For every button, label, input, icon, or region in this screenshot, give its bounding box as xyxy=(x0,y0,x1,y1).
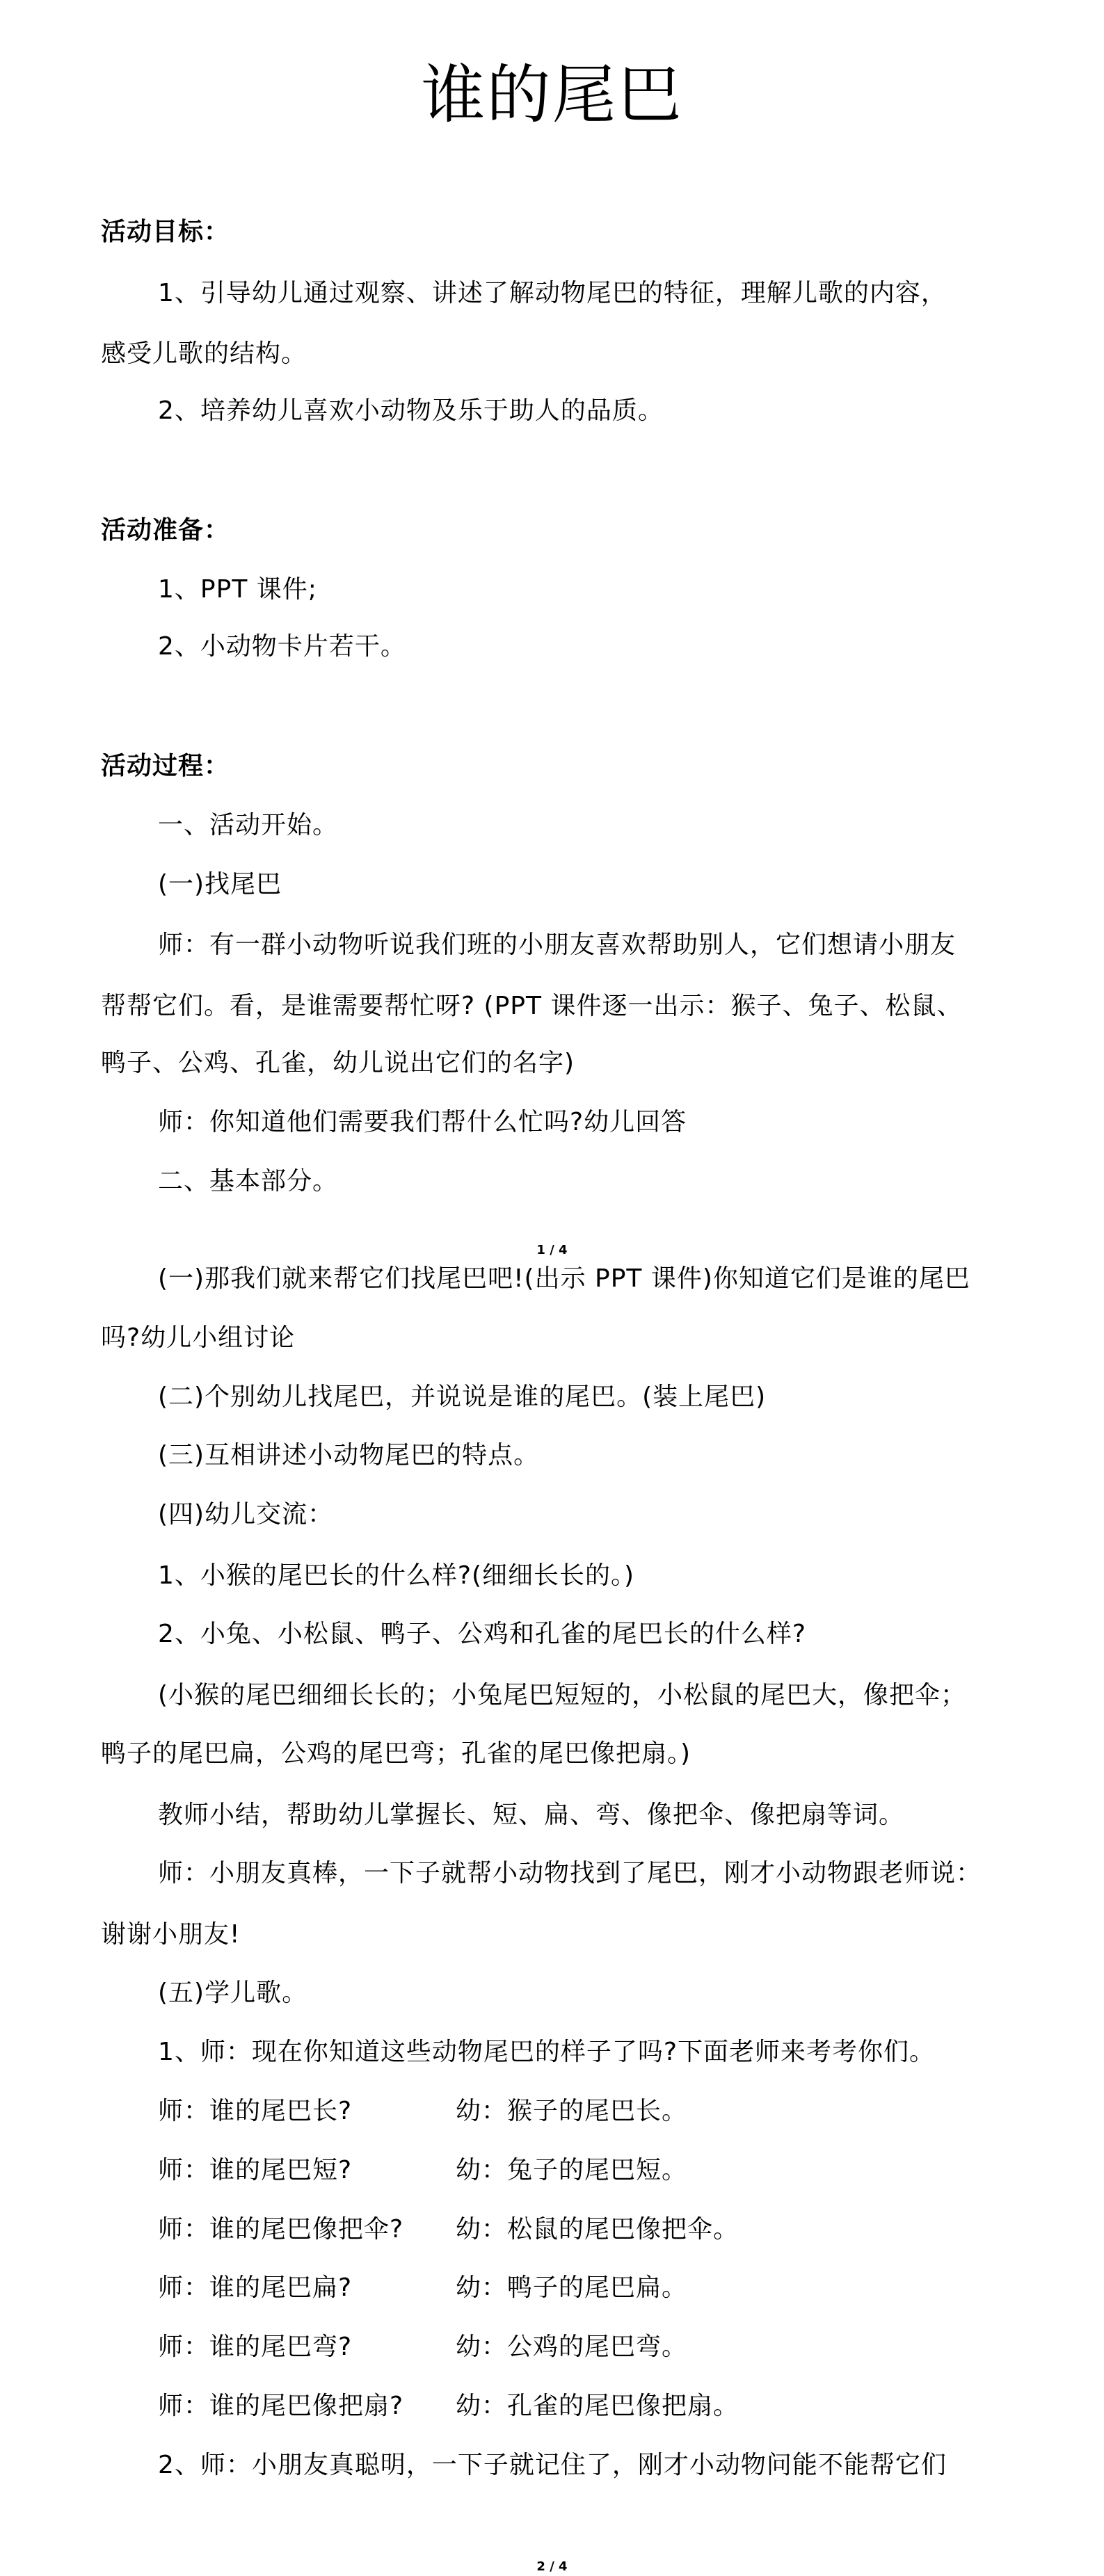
process-sub-1: (一)找尾巴 xyxy=(158,870,282,899)
paragraph: 教师小结，帮助幼儿掌握长、短、扁、弯、像把伞、像把扇等词。 xyxy=(158,1801,905,1829)
paragraph-cont: 鸭子、公鸡、孔雀，幼儿说出它们的名字) xyxy=(101,1049,575,1077)
qa-question: 师：谁的尾巴像把扇? xyxy=(158,2392,404,2420)
paragraph: (三)互相讲述小动物尾巴的特点。 xyxy=(158,1441,540,1470)
qa-question: 师：谁的尾巴短? xyxy=(158,2156,353,2184)
qa-answer: 幼：孔雀的尾巴像把扇。 xyxy=(456,2392,739,2420)
prep-item-1: 1、PPT 课件; xyxy=(158,575,317,604)
paragraph: (四)幼儿交流： xyxy=(158,1500,334,1529)
qa-answer: 幼：公鸡的尾巴弯。 xyxy=(456,2333,688,2361)
paragraph: 1、小猴的尾巴长的什么样?(细细长长的。) xyxy=(158,1561,635,1590)
paragraph: 2、小兔、小松鼠、鸭子、公鸡和孔雀的尾巴长的什么样? xyxy=(158,1620,807,1648)
goal-item-2: 2、培养幼儿喜欢小动物及乐于助人的品质。 xyxy=(158,396,664,425)
page-number: 2 / 4 xyxy=(536,2559,568,2574)
section-heading-prep: 活动准备： xyxy=(101,516,230,545)
goal-item-1-cont: 感受儿歌的结构。 xyxy=(101,339,307,368)
paragraph: 师：小朋友真棒，一下子就帮小动物找到了尾巴，刚才小动物跟老师说： xyxy=(158,1859,982,1887)
prep-item-2: 2、小动物卡片若干。 xyxy=(158,632,406,661)
process-part-1: 一、活动开始。 xyxy=(158,811,339,839)
process-part-2: 二、基本部分。 xyxy=(158,1167,339,1196)
qa-question: 师：谁的尾巴弯? xyxy=(158,2333,353,2361)
paragraph: 2、师：小朋友真聪明，一下子就记住了，刚才小动物问能不能帮它们 xyxy=(158,2451,947,2479)
paragraph-cont: 帮帮它们。看，是谁需要帮忙呀? (PPT 课件逐一出示：猴子、兔子、松鼠、 xyxy=(101,992,963,1020)
paragraph-cont: 吗?幼儿小组讨论 xyxy=(101,1323,296,1352)
paragraph: 师：有一群小动物听说我们班的小朋友喜欢帮助别人，它们想请小朋友 xyxy=(158,931,957,959)
paragraph: (五)学儿歌。 xyxy=(158,1979,308,2007)
paragraph: (二)个别幼儿找尾巴，并说说是谁的尾巴。(装上尾巴) xyxy=(158,1383,767,1411)
goal-item-1: 1、引导幼儿通过观察、讲述了解动物尾巴的特征，理解儿歌的内容， xyxy=(158,279,947,307)
qa-question: 师：谁的尾巴长? xyxy=(158,2097,353,2125)
page-number: 1 / 4 xyxy=(536,1243,568,1257)
section-heading-goals: 活动目标： xyxy=(101,218,230,246)
paragraph-cont: 鸭子的尾巴扁，公鸡的尾巴弯；孔雀的尾巴像把扇。) xyxy=(101,1739,691,1768)
paragraph: 师：你知道他们需要我们帮什么忙吗?幼儿回答 xyxy=(158,1108,687,1136)
paragraph: (一)那我们就来帮它们找尾巴吧!(出示 PPT 课件)你知道它们是谁的尾巴 xyxy=(158,1264,970,1293)
document-title: 谁的尾巴 xyxy=(421,58,683,132)
qa-answer: 幼：松鼠的尾巴像把伞。 xyxy=(456,2215,739,2244)
qa-question: 师：谁的尾巴像把伞? xyxy=(158,2215,404,2244)
qa-answer: 幼：猴子的尾巴长。 xyxy=(456,2097,688,2125)
qa-answer: 幼：鸭子的尾巴扁。 xyxy=(456,2273,688,2302)
qa-answer: 幼：兔子的尾巴短。 xyxy=(456,2156,688,2184)
paragraph-cont: 谢谢小朋友! xyxy=(101,1920,241,1949)
paragraph: 1、师：现在你知道这些动物尾巴的样子了吗?下面老师来考考你们。 xyxy=(158,2038,936,2066)
paragraph: (小猴的尾巴细细长长的；小兔尾巴短短的，小松鼠的尾巴大，像把伞； xyxy=(158,1681,967,1709)
section-heading-process: 活动过程： xyxy=(101,752,230,780)
qa-question: 师：谁的尾巴扁? xyxy=(158,2273,353,2302)
